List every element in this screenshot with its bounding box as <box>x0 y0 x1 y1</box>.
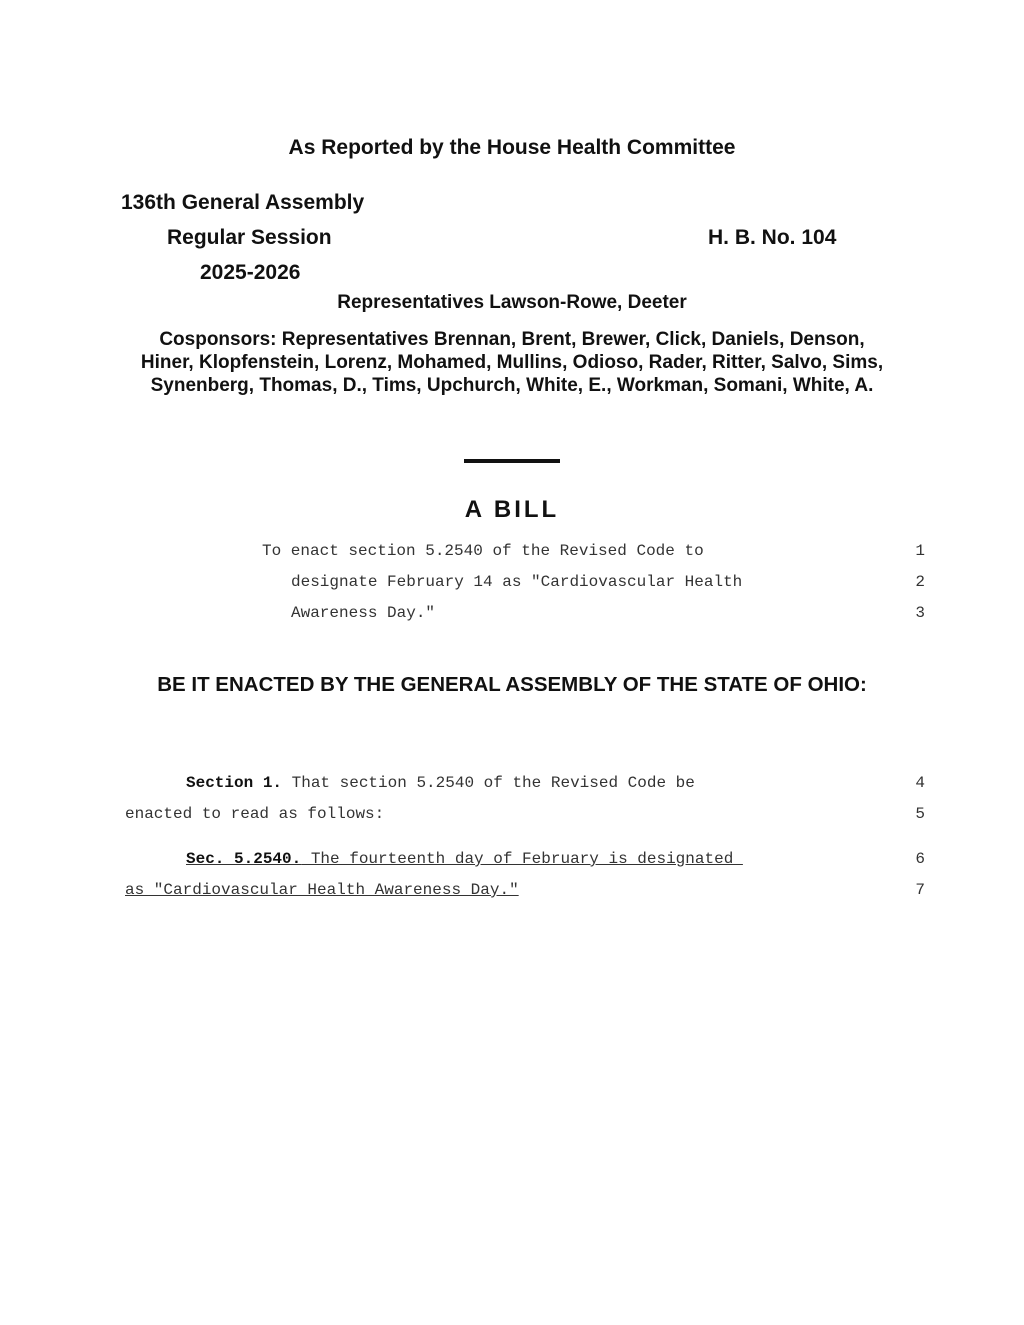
cosponsors: Cosponsors: Representatives Brennan, Brent, Brewer, Click, Daniels, Denson, Hiner, Klopfenstein, Lorenz, Mohamed, Mullins, Odioso, Rader, Ritter, Salvo, Sims, Synenberg, Thomas, D., Tims, Upchurch, White, E., Workman, Somani, White, A. <box>140 329 884 396</box>
title-line: To enact section 5.2540 of the Revised Code to <box>262 542 704 560</box>
section-1-text: That section 5.2540 of the Revised Code be <box>282 774 695 792</box>
section-1-line: enacted to read as follows: <box>125 805 385 823</box>
reported-by-heading: As Reported by the House Health Committee <box>288 136 736 159</box>
new-section-line <box>186 850 743 868</box>
title-line: designate February 14 as "Cardiovascular Health <box>291 573 743 591</box>
new-section-line: as "Cardiovascular Health Awareness Day." <box>125 881 519 899</box>
line-number: 6 <box>915 850 925 868</box>
title-line: Awareness Day." <box>291 604 436 622</box>
divider-rule <box>464 459 560 463</box>
section-1-line <box>186 774 695 792</box>
sponsors: Representatives Lawson-Rowe, Deeter <box>337 292 687 313</box>
new-section-text: The fourteenth day of February is designated <box>301 850 743 868</box>
line-number: 2 <box>915 573 925 591</box>
bill-number: H. B. No. 104 <box>708 226 837 249</box>
line-number: 1 <box>915 542 925 560</box>
section-1-label: Section 1. <box>186 774 283 792</box>
new-section-label: Sec. 5.2540. <box>186 850 302 868</box>
bill-title: A BILL <box>464 496 560 523</box>
enacting-clause: BE IT ENACTED BY THE GENERAL ASSEMBLY OF THE STATE OF OHIO: <box>157 673 867 696</box>
line-number: 4 <box>915 774 925 792</box>
session-years: 2025-2026 <box>200 261 301 284</box>
line-number: 5 <box>915 805 925 823</box>
line-number: 3 <box>915 604 925 622</box>
line-number: 7 <box>915 881 925 899</box>
general-assembly: 136th General Assembly <box>121 191 365 214</box>
regular-session: Regular Session <box>167 226 332 249</box>
